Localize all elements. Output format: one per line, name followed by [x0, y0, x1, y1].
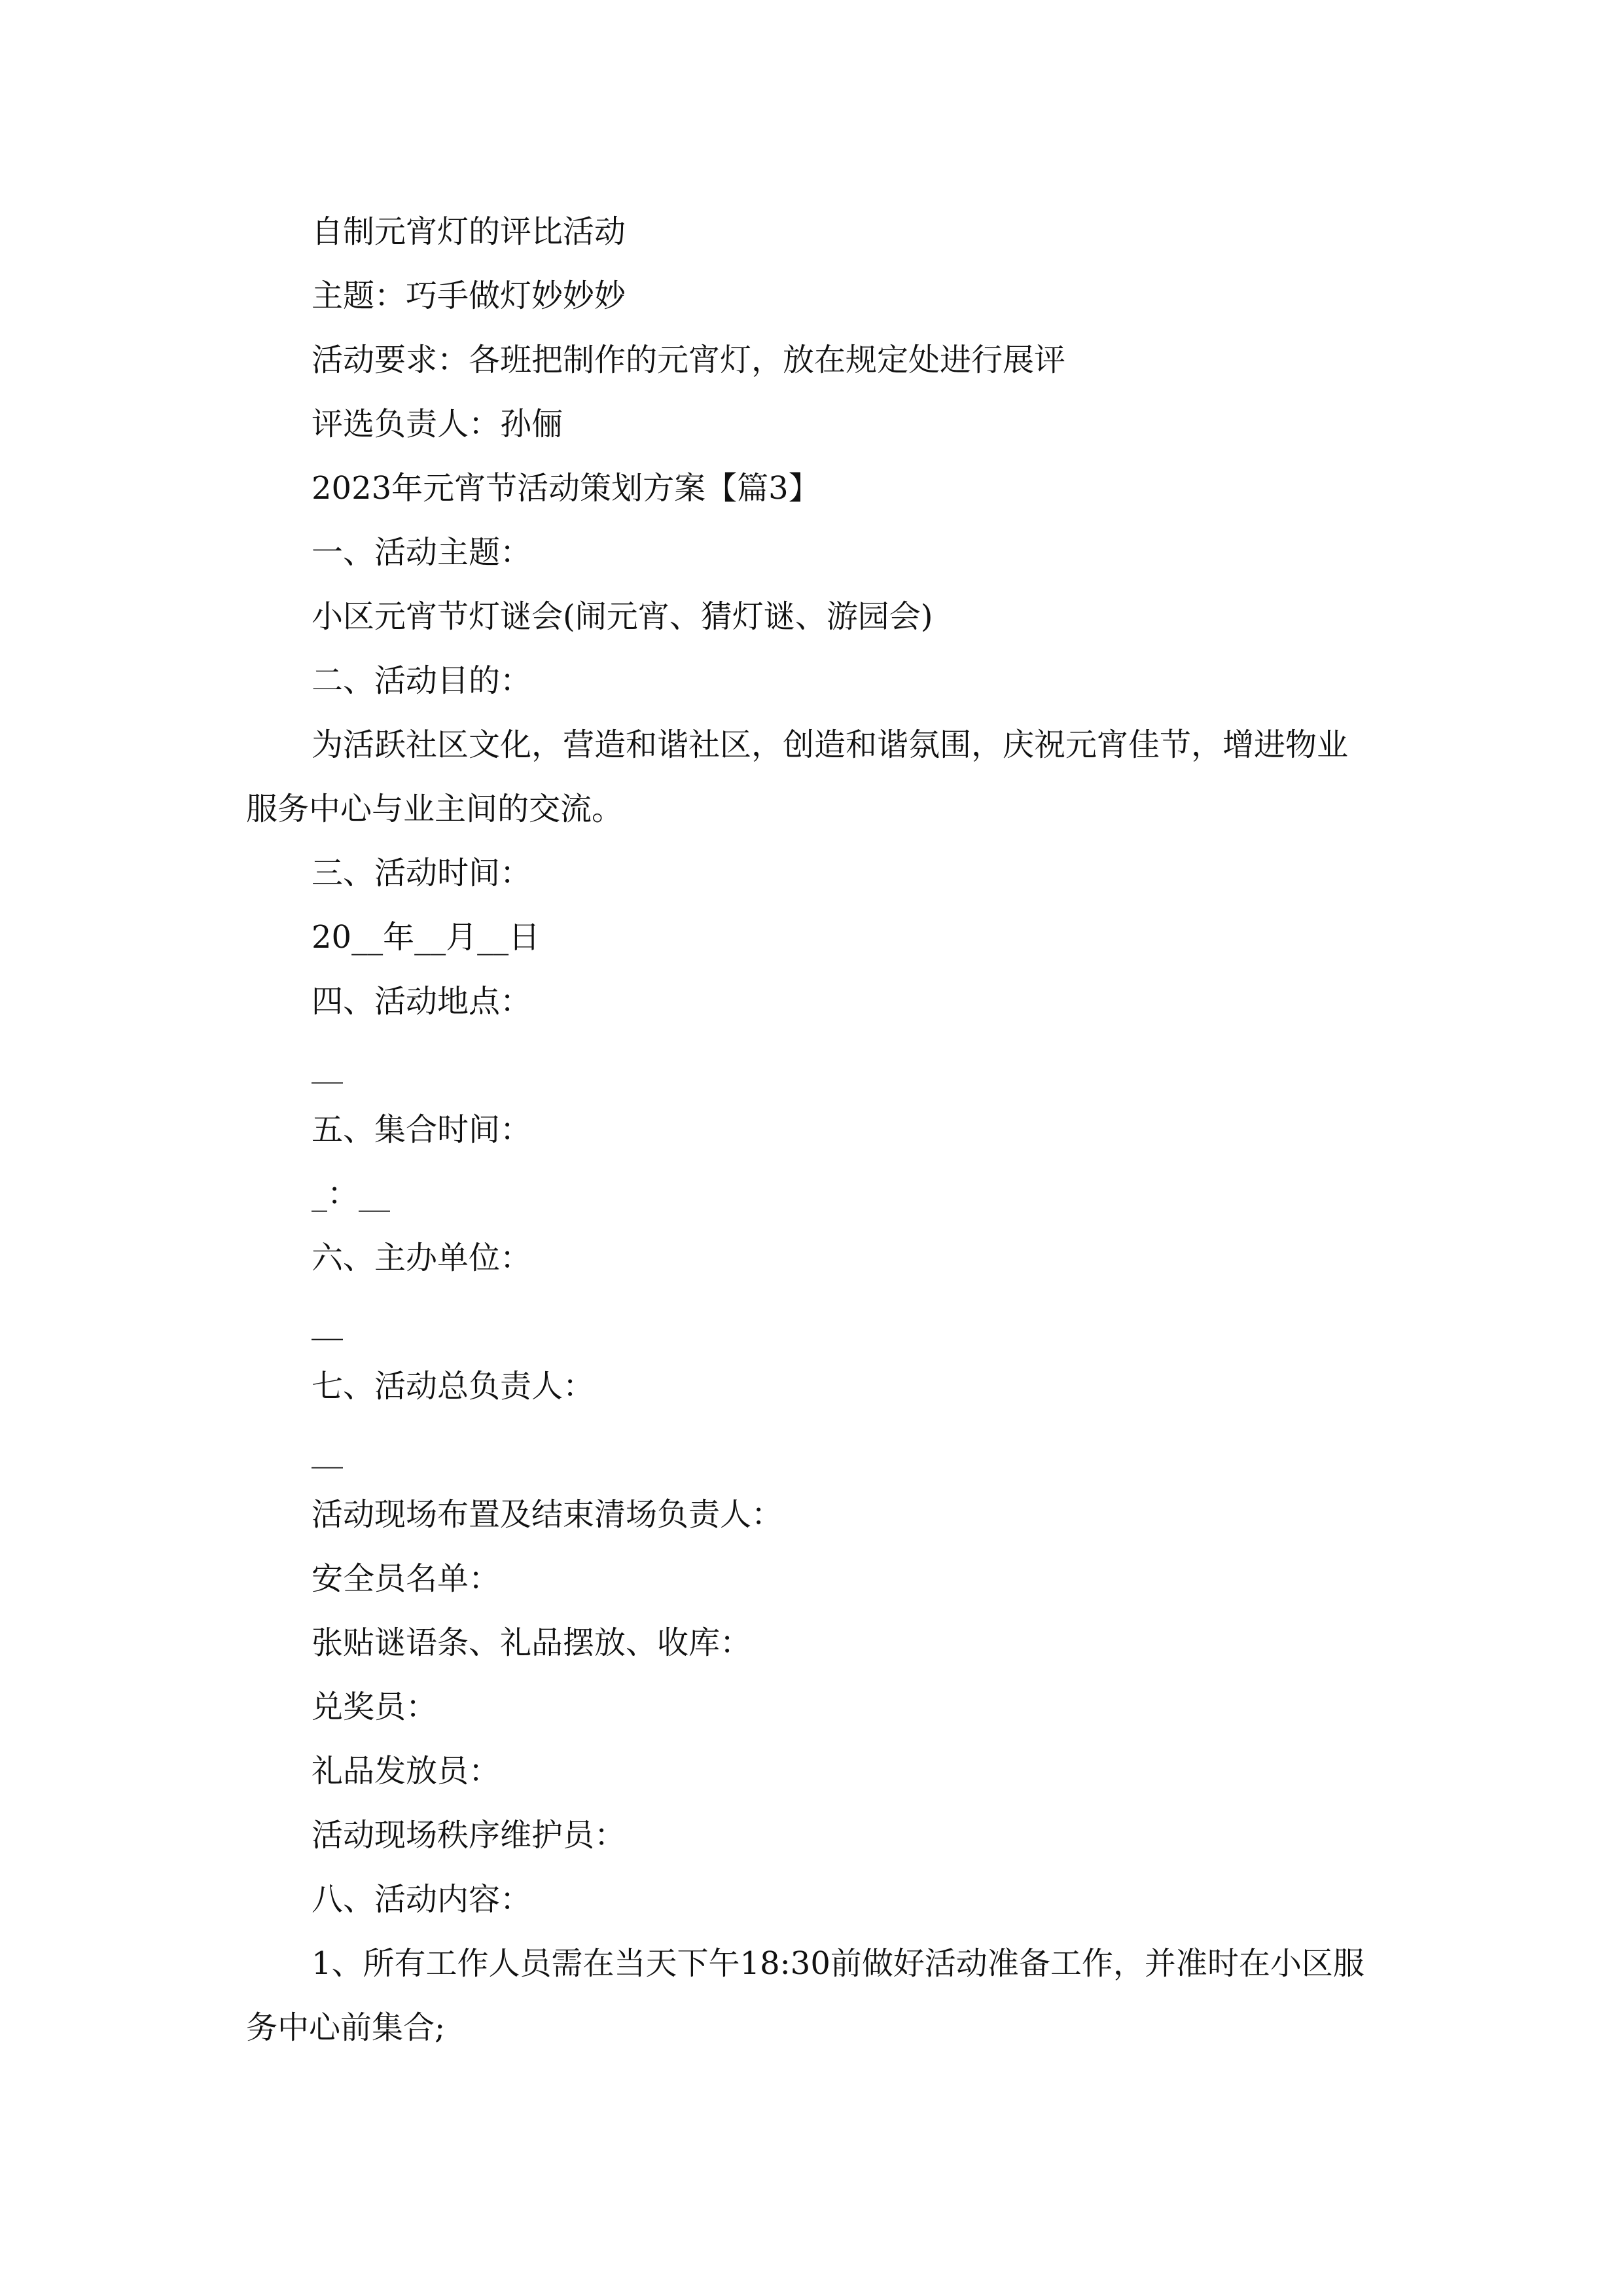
paragraph-safety-staff: 安全员名单：: [312, 1560, 501, 1597]
paragraph-prize-redeemer: 兑奖员：: [312, 1689, 438, 1725]
paragraph-manager-blank: __: [312, 1432, 343, 1469]
paragraph-theme: 主题：巧手做灯妙妙妙: [312, 278, 626, 314]
section-title-plan-3: 2023年元宵节活动策划方案【篇3】: [312, 470, 820, 507]
paragraph-activity-purpose: 为活跃社区文化，营造和谐社区，创造和谐氛围，庆祝元宵佳节，增进物业服务中心与业主间的交流。: [246, 726, 1349, 827]
heading-activity-time: 三、活动时间：: [312, 855, 532, 891]
paragraph-gift-distributor: 礼品发放员：: [312, 1753, 501, 1789]
heading-organizer: 六、主办单位：: [312, 1240, 532, 1276]
heading-general-manager: 七、活动总负责人：: [312, 1368, 595, 1405]
paragraph-content-item-1: 1、所有工作人员需在当天下午18:30前做好活动准备工作，并准时在小区服务中心前集合;: [246, 1945, 1364, 2046]
paragraph-organizer-blank: __: [312, 1304, 343, 1340]
paragraph-activity-theme: 小区元宵节灯谜会(闹元宵、猜灯谜、游园会): [312, 598, 933, 635]
paragraph-setup-cleanup: 活动现场布置及结束清场负责人：: [312, 1496, 783, 1533]
paragraph-lantern-contest: 自制元宵灯的评比活动: [312, 213, 626, 250]
document-body: [246, 200, 1372, 2060]
heading-activity-content: 八、活动内容：: [312, 1881, 532, 1918]
heading-activity-purpose: 二、活动目的：: [312, 662, 532, 699]
paragraph-riddle-posting: 张贴谜语条、礼品摆放、收库：: [312, 1624, 752, 1661]
heading-activity-location: 四、活动地点：: [312, 983, 532, 1020]
paragraph-requirements: 活动要求：各班把制作的元宵灯，放在规定处进行展评: [312, 342, 1066, 378]
paragraph-judge: 评选负责人：孙俪: [312, 406, 563, 442]
paragraph-activity-date: 20__年__月__日: [312, 919, 541, 956]
paragraph-assembly-time-blank: _：__: [312, 1175, 391, 1212]
heading-assembly-time: 五、集合时间：: [312, 1111, 532, 1148]
paragraph-location-blank: __: [312, 1047, 343, 1084]
heading-activity-theme: 一、活动主题：: [312, 534, 532, 571]
paragraph-order-keeper: 活动现场秩序维护员：: [312, 1817, 626, 1854]
